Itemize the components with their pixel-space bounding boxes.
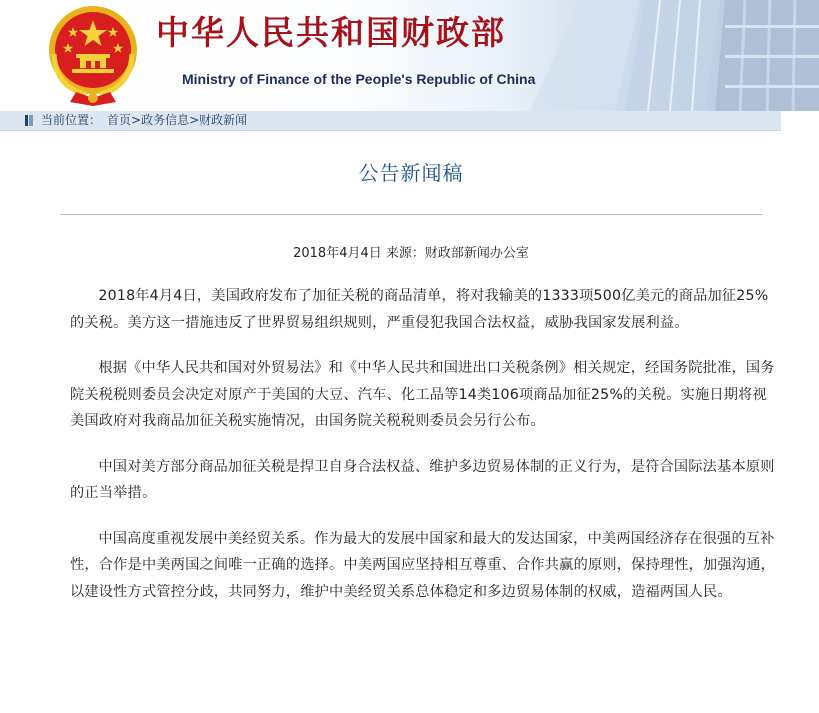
site-header: [0, 0, 819, 111]
breadcrumb: [0, 111, 781, 131]
building-background-image: [520, 0, 819, 111]
breadcrumb-gov-info-link[interactable]: 政务信息: [141, 113, 190, 127]
national-emblem-icon: [46, 2, 140, 108]
article-paragraph: 根据《中华人民共和国对外贸易法》和《中华人民共和国进出口关税条例》相关规定，经国务院批准，国务院关税税则委员会决定对原产于美国的大豆、汽车、化工品等14类106项商品加征25%的关税。实施日期将视美国政府对我商品加征关税实施情况，由国务院关税税则委员会另行公布。: [70, 360, 775, 429]
site-title-cn: 中华人民共和国财政部: [156, 13, 506, 52]
article-body: [70, 283, 780, 624]
article-paragraph: 中国对美方部分商品加征关税是捍卫自身合法权益、维护多边贸易体制的正义行为，是符合国际法基本原则的正当举措。: [70, 458, 775, 501]
title-divider: [60, 214, 762, 215]
breadcrumb-finance-news-link[interactable]: 财政新闻: [199, 113, 248, 127]
article-title: 公告新闻稿: [358, 161, 464, 185]
breadcrumb-home-link[interactable]: 首页: [107, 113, 132, 127]
article-paragraph: 2018年4月4日，美国政府发布了加征关税的商品清单，将对我输美的1333项500亿美元的商品加征25%的关税。美方这一措施违反了世界贸易组织规则，严重侵犯我国合法权益，威胁我国家发展利益。: [70, 288, 769, 331]
breadcrumb-label: 当前位置：: [41, 113, 102, 127]
article-paragraph: 中国高度重视发展中美经贸关系。作为最大的发展中国家和最大的发达国家，中美两国经济存在很强的互补性，合作是中美两国之间唯一正确的选择。中美两国应坚持相互尊重、合作共赢的原则，保持理性，加强沟通，以建设性方式管控分歧，共同努力，维护中美经贸关系总体稳定和多边贸易体制的权威，造福两国人民。: [70, 530, 775, 600]
breadcrumb-separator: >: [131, 113, 142, 127]
location-marker-icon: [25, 115, 33, 126]
breadcrumb-separator: >: [189, 113, 200, 127]
breadcrumb-links: [107, 111, 247, 130]
site-title-en: Ministry of Finance of the People's Republic of China: [182, 71, 536, 87]
article-meta: 2018年4月4日 来源：财政部新闻办公室: [293, 246, 529, 261]
